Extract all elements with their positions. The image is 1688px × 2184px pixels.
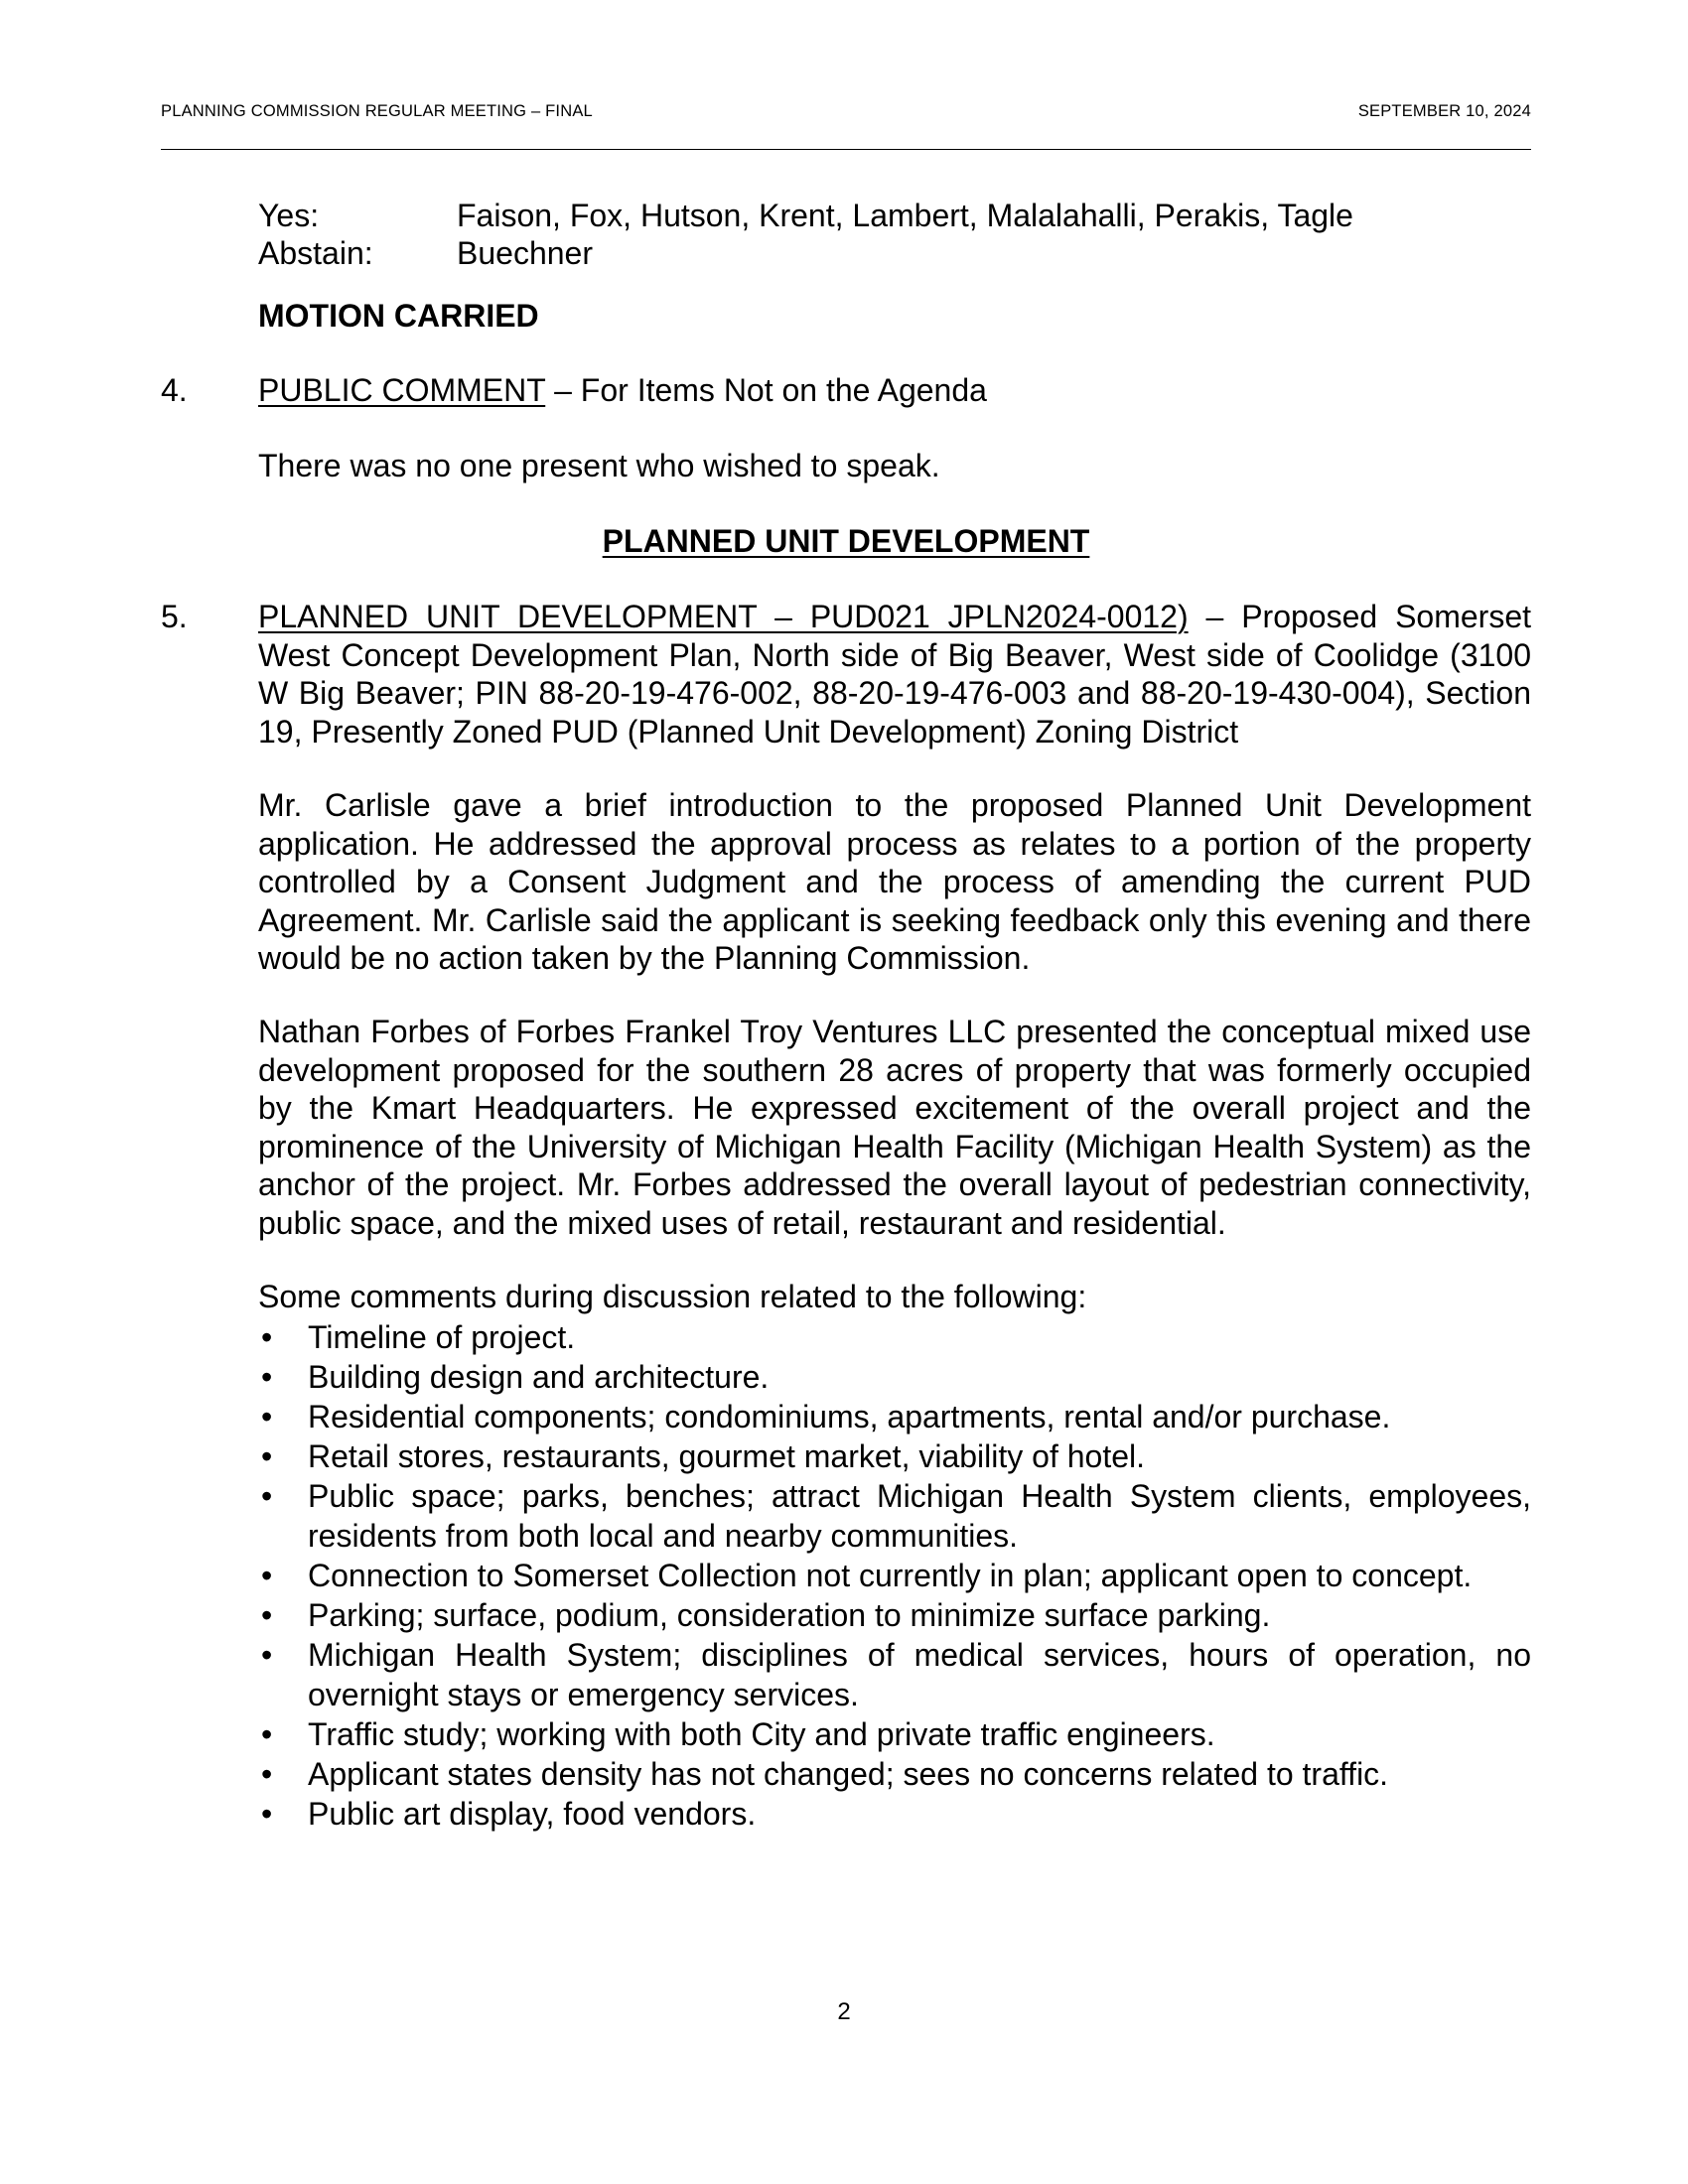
header-divider bbox=[161, 149, 1531, 150]
list-item: • Traffic study; working with both City and private traffic engineers. bbox=[261, 1716, 1215, 1752]
item5-paragraph-2: Nathan Forbes of Forbes Frankel Troy Ventures LLC presented the conceptual mixed use development proposed for the southern 28 acres of property that was formerly occupied by the Kmart Headquarters. He expressed excitement of the overall project and the prominence of the University of Michigan Health Facility (Michigan Health System) as the anchor of the project. Mr. Forbes addressed the overall layout of pedestrian connectivity, public space, and the mixed uses of retail, restaurant and residential. bbox=[258, 1014, 1531, 1241]
bullet-icon: • bbox=[261, 1796, 273, 1832]
list-item: • Retail stores, restaurants, gourmet market, viability of hotel. bbox=[261, 1438, 1146, 1474]
header-date: SEPTEMBER 10, 2024 bbox=[1357, 102, 1531, 120]
item5-description: – Proposed Somerset West Concept Development Plan, North side of Big Beaver, West side of Coolidge (3100 W Big Beaver; PIN 88-20-19-476-002, 88-20-19-476-003 and 88-20-19-430-004), Section 19, Presently Zoned PUD (Planned Unit Development) Zoning District bbox=[258, 599, 1532, 750]
item4-heading bbox=[258, 371, 987, 409]
section-heading bbox=[161, 522, 1531, 560]
vote-yes-label: Yes: bbox=[258, 198, 320, 233]
bullet-icon: • bbox=[261, 1756, 273, 1792]
item4-text: There was no one present who wished to speak. bbox=[258, 448, 940, 483]
motion-result: MOTION CARRIED bbox=[258, 298, 539, 334]
list-item: • Building design and architecture. bbox=[261, 1359, 770, 1395]
vote-yes-names: Faison, Fox, Hutson, Krent, Lambert, Malalahalli, Perakis, Tagle bbox=[457, 198, 1353, 233]
bullet-icon: • bbox=[261, 1716, 273, 1752]
list-item: • Parking; surface, podium, consideration to minimize surface parking. bbox=[261, 1597, 1271, 1633]
bullet-icon: • bbox=[261, 1438, 273, 1474]
bullet-icon: • bbox=[261, 1359, 273, 1395]
list-item: • Timeline of project. bbox=[261, 1319, 576, 1355]
comments-list bbox=[258, 1317, 1531, 1834]
item5-title: PLANNED UNIT DEVELOPMENT – PUD021 JPLN2024-0012) bbox=[258, 599, 1189, 634]
list-item: • Residential components; condominiums, apartments, rental and/or purchase. bbox=[261, 1399, 1391, 1434]
vote-yes-row bbox=[258, 197, 1353, 234]
item4-number: 4. bbox=[161, 372, 188, 408]
item4-suffix: – For Items Not on the Agenda bbox=[545, 372, 987, 408]
bullet-icon: • bbox=[261, 1597, 273, 1633]
bullet-icon: • bbox=[261, 1558, 273, 1593]
bullet-icon: • bbox=[261, 1478, 273, 1514]
item5-paragraph-1: Mr. Carlisle gave a brief introduction to the proposed Planned Unit Development application. He addressed the approval process as relates to a portion of the property controlled by a Consent Judgment and the process of amending the current PUD Agreement. Mr. Carlisle said the applicant is seeking feedback only this evening and there would be no action taken by the Planning Commission. bbox=[258, 787, 1531, 976]
vote-abstain-names: Buechner bbox=[457, 235, 593, 271]
bullet-icon: • bbox=[261, 1637, 273, 1673]
vote-abstain-label: Abstain: bbox=[258, 235, 373, 271]
list-item: • Public space; parks, benches; attract Michigan Health System clients, employees, residents from both local and nearby communities. bbox=[261, 1478, 1531, 1554]
vote-abstain-row bbox=[258, 234, 593, 272]
comments-intro: Some comments during discussion related to the following: bbox=[258, 1279, 1087, 1314]
page-number: 2 bbox=[837, 1998, 851, 2025]
item5-heading bbox=[258, 598, 1531, 751]
section-heading-text: PLANNED UNIT DEVELOPMENT bbox=[602, 523, 1090, 559]
header-meeting-title: PLANNING COMMISSION REGULAR MEETING – FINAL bbox=[161, 102, 593, 120]
list-item: • Public art display, food vendors. bbox=[261, 1796, 757, 1832]
bullet-icon: • bbox=[261, 1399, 273, 1434]
list-item: • Connection to Somerset Collection not currently in plan; applicant open to concept. bbox=[261, 1558, 1473, 1593]
list-item: • Applicant states density has not changed; sees no concerns related to traffic. bbox=[261, 1756, 1389, 1792]
item4-title: PUBLIC COMMENT bbox=[258, 372, 546, 408]
list-item: • Michigan Health System; disciplines of medical services, hours of operation, no overnight stays or emergency services. bbox=[261, 1637, 1531, 1712]
bullet-icon: • bbox=[261, 1319, 273, 1355]
item5-number: 5. bbox=[161, 599, 188, 634]
